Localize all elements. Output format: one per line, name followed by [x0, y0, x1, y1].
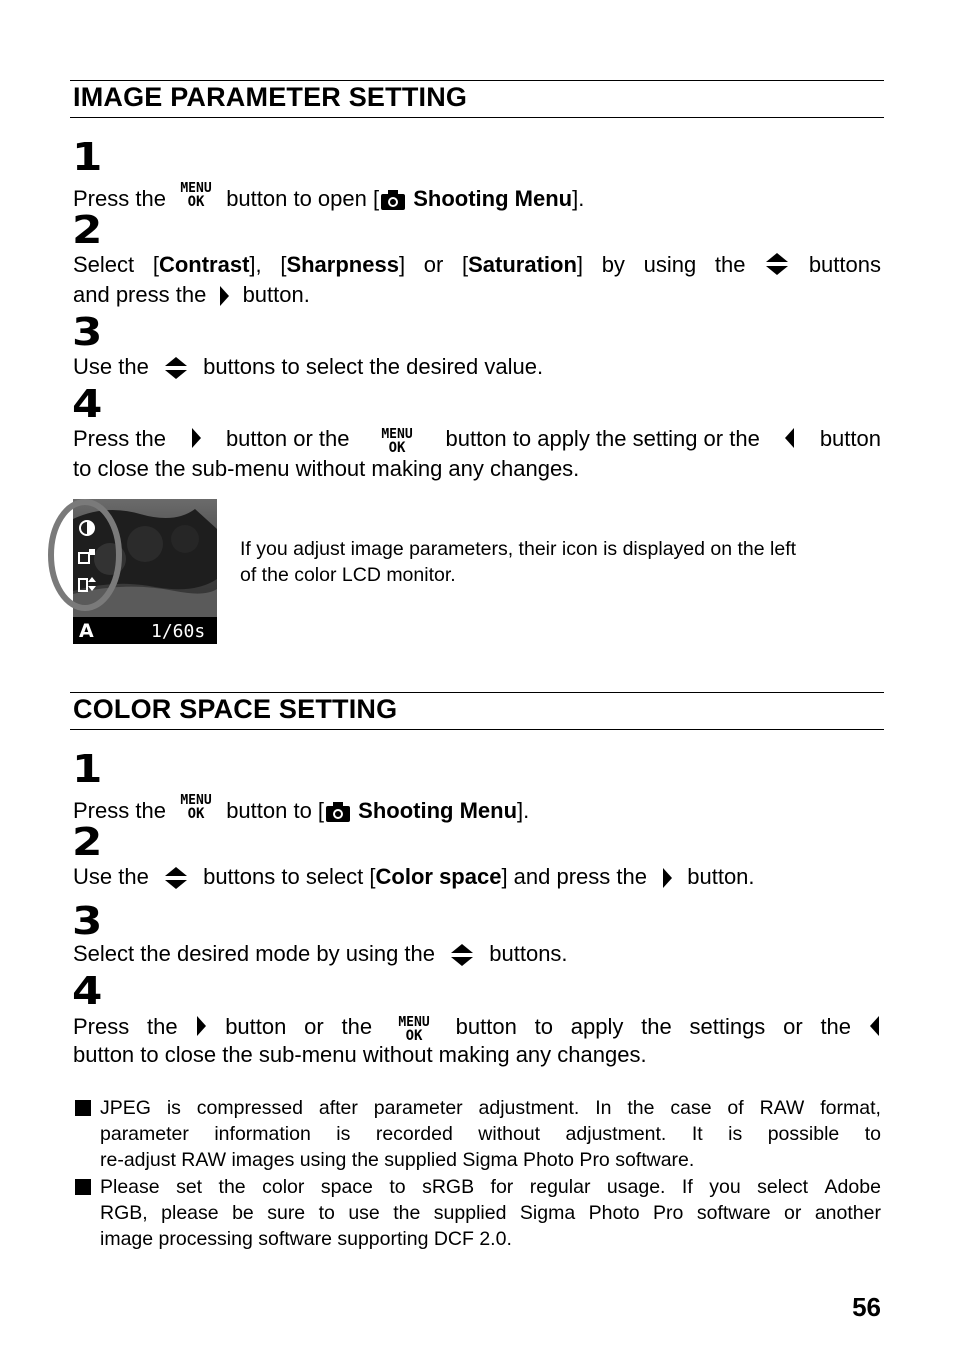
up-down-arrows-icon [163, 866, 189, 890]
step-number: 1 [72, 747, 103, 791]
step-text-line2: button to close the sub-menu without making any changes. [73, 1042, 647, 1067]
note-text: of the color LCD monitor. [240, 564, 456, 586]
section-title-image-parameter: IMAGE PARAMETER SETTING [73, 82, 468, 112]
step-number: 4 [72, 382, 103, 426]
right-arrow-icon [190, 426, 202, 450]
step-number: 2 [72, 820, 103, 864]
note-line: RGB, please be sure to use the supplied Sigma Photo Pro software or another [100, 1202, 881, 1224]
step-text: Select the desired mode by using the buttons. [73, 941, 568, 966]
menu-ok-icon [172, 792, 220, 826]
step-text: Use the buttons to select the desired value. [73, 354, 544, 379]
menu-ok-icon [172, 180, 220, 214]
step-number: 3 [72, 310, 103, 354]
section-top-rule [70, 692, 884, 693]
menu-ok-icon [373, 426, 421, 460]
step-text-line2: to close the sub-menu without making any changes. [73, 456, 580, 481]
lcd-mode-text: A [79, 620, 94, 642]
left-arrow-icon [784, 426, 796, 450]
step-number: 3 [72, 899, 103, 943]
shooting-menu-label: Shooting Menu [413, 186, 573, 211]
step-text: Press the button or the MENU OK button to apply the setting or the button [73, 426, 881, 460]
note-line: parameter information is recorded without adjustment. It is possible to [100, 1123, 881, 1145]
step-number: 4 [72, 969, 103, 1013]
svg-text:OK: OK [405, 1028, 423, 1042]
right-arrow-icon [661, 866, 673, 890]
section-bottom-rule [70, 117, 884, 118]
right-arrow-icon [218, 284, 230, 308]
note-line: Please set the color space to sRGB for regular usage. If you select Adobe [100, 1176, 881, 1198]
camera-icon [379, 189, 407, 211]
step-text: Press the MENU OK button to [ Shooting Menu]. [73, 792, 529, 826]
shooting-menu-label: Shooting Menu [358, 798, 518, 823]
up-down-arrows-icon [449, 943, 475, 967]
note-line: JPEG is compressed after parameter adjustment. In the case of RAW format, [100, 1097, 881, 1119]
up-down-arrows-icon [764, 252, 790, 276]
svg-text:MENU: MENU [398, 1015, 430, 1030]
bullet-square [75, 1179, 91, 1195]
note-line: re-adjust RAW images using the supplied Sigma Photo Pro software. [100, 1149, 695, 1171]
step-text: Press the button or the MENU OK button to apply the settings or the [73, 1014, 881, 1048]
bullet-square [75, 1100, 91, 1116]
svg-text:OK: OK [187, 806, 205, 820]
section-top-rule [70, 80, 884, 81]
page-number: 56 [852, 1292, 881, 1322]
lcd-monitor-image [45, 499, 220, 645]
note-line: image processing software supporting DCF 2.0. [100, 1228, 512, 1250]
svg-text:MENU: MENU [180, 793, 212, 808]
step-number: 2 [72, 208, 103, 252]
step-text: Select [Contrast], [Sharpness] or [Saturation] by using the buttons [73, 252, 881, 277]
step-text: Press the MENU OK button to open [ Shooting Menu]. [73, 180, 584, 214]
step-text: Use the buttons to select [Color space] and press the button. [73, 864, 755, 889]
left-arrow-icon [869, 1014, 881, 1038]
lcd-shutter-text: 1/60s [151, 621, 206, 642]
section-bottom-rule [70, 729, 884, 730]
menu-icon-bottom: OK [187, 194, 205, 208]
section-title-color-space: COLOR SPACE SETTING [73, 694, 398, 724]
up-down-arrows-icon [163, 356, 189, 380]
camera-icon [324, 801, 352, 823]
svg-text:OK: OK [389, 440, 406, 454]
right-arrow-icon [195, 1014, 207, 1038]
svg-text:MENU: MENU [381, 427, 414, 442]
menu-icon-top: MENU [180, 181, 212, 196]
step-number: 1 [72, 135, 103, 179]
note-text: If you adjust image parameters, their icon is displayed on the left [240, 538, 797, 560]
step-text-line2: and press the button. [73, 282, 310, 307]
